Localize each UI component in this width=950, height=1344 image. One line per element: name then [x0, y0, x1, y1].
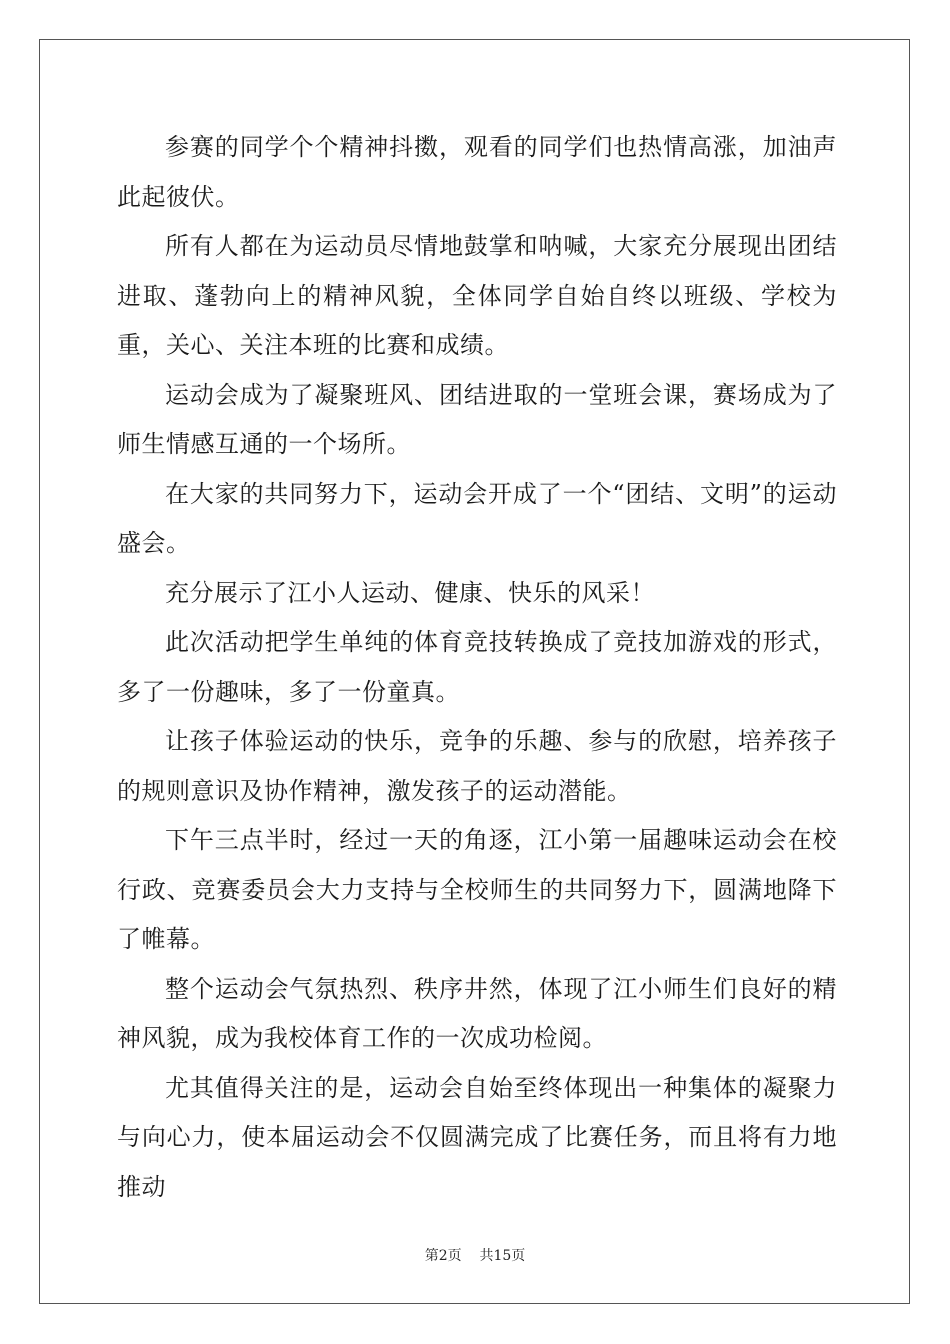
paragraph: 此次活动把学生单纯的体育竞技转换成了竞技加游戏的形式，多了一份趣味，多了一份童真。	[117, 628, 837, 706]
paragraph: 下午三点半时，经过一天的角逐，江小第一届趣味运动会在校行政、竞赛委员会大力支持与全校师生的共同努力下，圆满地降下了帷幕。	[117, 826, 837, 953]
paragraph: 参赛的同学个个精神抖擞，观看的同学们也热情高涨，加油声此起彼伏。	[117, 133, 837, 211]
page-number-footer: 第2页 共15页	[424, 1248, 526, 1264]
paragraph: 运动会成为了凝聚班风、团结进取的一堂班会课，赛场成为了师生情感互通的一个场所。	[117, 380, 837, 458]
paragraph: 所有人都在为运动员尽情地鼓掌和呐喊，大家充分展现出团结进取、蓬勃向上的精神风貌，全体同学自始自终以班级、学校为重，关心、关注本班的比赛和成绩。	[117, 232, 837, 359]
paragraph: 整个运动会气氛热烈、秩序井然，体现了江小师生们良好的精神风貌，成为我校体育工作的一次成功检阅。	[117, 974, 837, 1052]
paragraph: 尤其值得关注的是，运动会自始至终体现出一种集体的凝聚力与向心力，使本届运动会不仅圆满完成了比赛任务，而且将有力地推动	[117, 1073, 837, 1201]
document-body	[117, 123, 837, 1212]
paragraph: 充分展示了江小人运动、健康、快乐的风采！	[165, 578, 655, 607]
paragraph: 让孩子体验运动的快乐，竞争的乐趣、参与的欣慰，培养孩子的规则意识及协作精神，激发孩子的运动潜能。	[117, 727, 837, 805]
paragraph: 在大家的共同努力下，运动会开成了一个“团结、文明”的运动盛会。	[117, 479, 837, 557]
